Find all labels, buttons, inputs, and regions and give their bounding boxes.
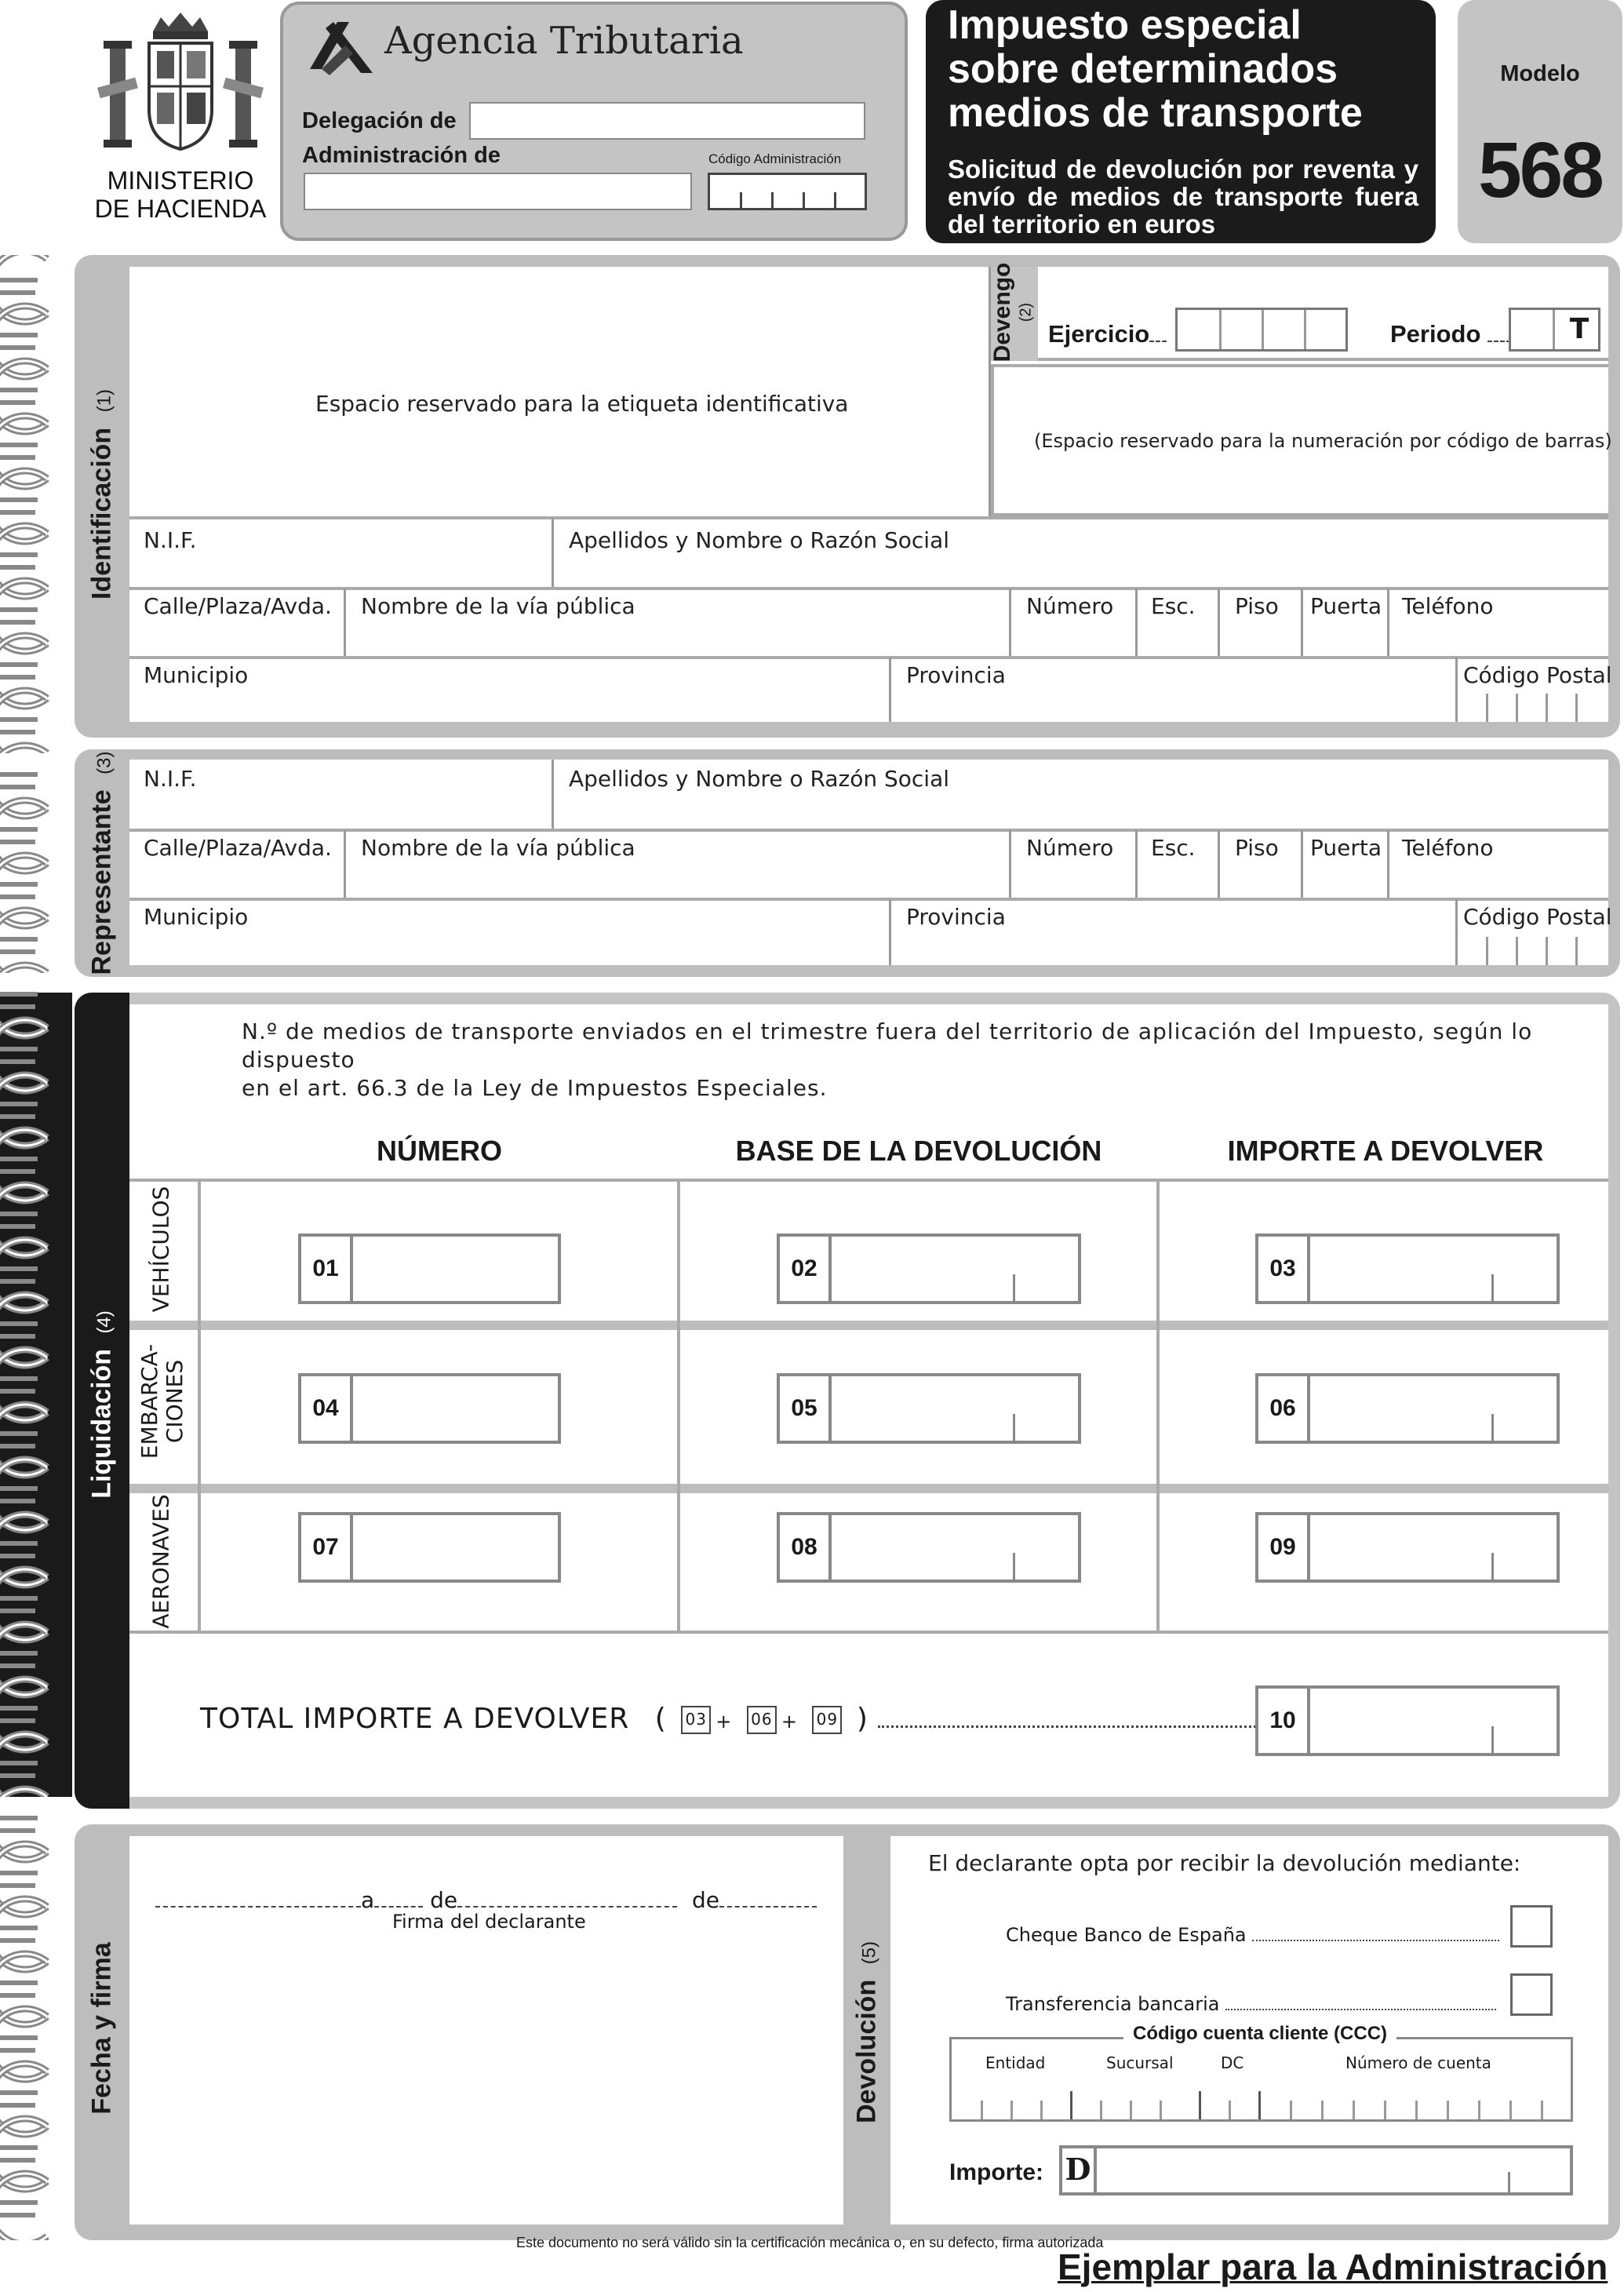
casilla-10-input[interactable]: 10 [1255, 1685, 1560, 1756]
devengo-note: (2) [1017, 302, 1035, 322]
rep-apellidos-input[interactable] [569, 793, 1589, 824]
administracion-label: Administración de [302, 143, 501, 168]
rep-via-input[interactable] [361, 862, 1004, 893]
rep-piso-label: Piso [1235, 835, 1279, 861]
form-title: Impuesto especial sobre determinados medios de transporte [948, 2, 1363, 136]
col-base-header: BASE DE LA DEVOLUCIÓN [735, 1135, 1102, 1167]
id-municipio-input[interactable] [144, 689, 881, 720]
cheque-checkbox[interactable] [1510, 1905, 1553, 1948]
ccc-entidad-label: Entidad [985, 2053, 1046, 2072]
id-esc-label: Esc. [1151, 593, 1196, 619]
rep-telefono-label: Teléfono [1402, 835, 1494, 861]
periodo-label: Periodo [1390, 320, 1511, 348]
id-cp-label: Código Postal [1463, 662, 1612, 688]
id-nif-input[interactable] [144, 553, 552, 585]
id-nombre-via-label: Nombre de la vía pública [361, 593, 635, 619]
euro-watermark-strip [0, 255, 72, 2240]
agencia-logo-icon [306, 14, 381, 81]
cheque-option-label: Cheque Banco de España [1006, 1924, 1499, 1946]
id-municipio-label: Municipio [144, 662, 249, 688]
casilla-06-input[interactable]: 06 [1255, 1373, 1560, 1444]
delegacion-label: Delegación de [302, 108, 457, 133]
ministerio-name: MINISTERIO DE HACIENDA [94, 166, 267, 223]
barcode-text: (Espacio reservado para la numeración por código de barras) [1034, 430, 1612, 452]
id-apellidos-label: Apellidos y Nombre o Razón Social [569, 527, 950, 553]
representante-label: Representante (3) [86, 751, 117, 975]
id-calle-label: Calle/Plaza/Avda. [144, 593, 332, 619]
casilla-05-input[interactable]: 05 [777, 1373, 1081, 1444]
row-vehiculos-label: VEHÍCULOS [147, 1186, 174, 1313]
rep-numero-label: Número [1026, 835, 1114, 861]
ccc-title: Código cuenta cliente (CCC) [1123, 2023, 1396, 2045]
casilla-04-input[interactable]: 04 [298, 1373, 561, 1444]
rep-provincia-label: Provincia [906, 904, 1006, 930]
col-importe-header: IMPORTE A DEVOLVER [1227, 1135, 1544, 1167]
importe-input[interactable]: D [1059, 2145, 1573, 2195]
rep-nif-label: N.I.F. [144, 766, 197, 792]
row-embarcaciones-label: EMBARCA- CIONES [137, 1343, 188, 1459]
administracion-input[interactable] [304, 173, 692, 210]
id-provincia-label: Provincia [906, 662, 1006, 688]
footer-validity-note: Este documento no será válido sin la certificación mecánica o, en su defecto, firma autorizada [516, 2235, 1104, 2250]
importe-label: Importe: [949, 2159, 1043, 2185]
casilla-03-input[interactable]: 03 [1255, 1233, 1560, 1304]
rep-esc-label: Esc. [1151, 835, 1196, 861]
id-numero-label: Número [1026, 593, 1114, 619]
transferencia-checkbox[interactable] [1510, 1973, 1553, 2016]
total-label: TOTAL IMPORTE A DEVOLVER [200, 1703, 630, 1735]
ministerio-logo [94, 8, 267, 157]
id-puerta-label: Puerta [1310, 593, 1382, 619]
casilla-01-input[interactable]: 01 [298, 1233, 561, 1304]
rep-apellidos-label: Apellidos y Nombre o Razón Social [569, 766, 950, 792]
liquidacion-intro: N.º de medios de transporte enviados en el trimestre fuera del territorio de aplicación del Impuesto, según lo dispuesto en el art. 66.3 de la Ley de Impuestos Especiales. [242, 1018, 1533, 1101]
rep-cp-input[interactable] [1458, 934, 1608, 965]
casilla-09-input[interactable]: 09 [1255, 1512, 1560, 1583]
rep-municipio-label: Municipio [144, 904, 249, 930]
rep-cp-label: Código Postal [1463, 904, 1612, 930]
agencia-title: Agencia Tributaria [384, 19, 744, 63]
devolucion-label: Devolución (5) [851, 1940, 882, 2124]
liquidacion-label: Liquidación (4) [86, 1310, 117, 1499]
id-nif-label: N.I.F. [144, 527, 197, 553]
modelo-number: 568 [1478, 126, 1602, 214]
ccc-sucursal-label: Sucursal [1106, 2053, 1174, 2072]
codigo-admin-label: Código Administración [708, 151, 842, 166]
casilla-02-input[interactable]: 02 [777, 1233, 1081, 1304]
casilla-07-input[interactable]: 07 [298, 1512, 561, 1583]
coat-of-arms-icon [94, 8, 267, 157]
codigo-admin-input[interactable] [708, 173, 867, 210]
delegacion-input[interactable] [469, 102, 865, 140]
rep-calle-label: Calle/Plaza/Avda. [144, 835, 332, 861]
id-via-input[interactable] [361, 620, 1004, 651]
transferencia-option-label: Transferencia bancaria [1006, 1993, 1496, 2015]
form-subtitle: Solicitud de devolución por reventa y envío de medios de transporte fuera del territorio en euros [948, 155, 1418, 239]
ccc-digits[interactable] [951, 2091, 1572, 2119]
col-numero-header: NÚMERO [377, 1135, 502, 1167]
footer-ejemplar: Ejemplar para la Administración [1058, 2246, 1608, 2287]
rep-puerta-label: Puerta [1310, 835, 1382, 861]
rep-nif-input[interactable] [144, 793, 552, 824]
fecha-line[interactable]: a de de [155, 1887, 817, 1913]
etiqueta-text: Espacio reservado para la etiqueta identificativa [315, 391, 849, 417]
id-apellidos-input[interactable] [569, 553, 1589, 585]
ccc-dc-label: DC [1221, 2053, 1244, 2072]
ccc-numero-cuenta-label: Número de cuenta [1345, 2053, 1491, 2072]
rep-municipio-input[interactable] [144, 931, 881, 962]
devolucion-opta-text: El declarante opta por recibir la devolución mediante: [928, 1850, 1521, 1876]
rep-nombre-via-label: Nombre de la vía pública [361, 835, 635, 861]
id-telefono-label: Teléfono [1402, 593, 1494, 619]
ejercicio-input[interactable] [1175, 308, 1348, 352]
firma-label: Firma del declarante [392, 1911, 586, 1933]
id-piso-label: Piso [1235, 593, 1279, 619]
total-row: TOTAL IMPORTE A DEVOLVER ( 03 + 06 + 09 ) [200, 1703, 1270, 1735]
periodo-input[interactable]: T [1509, 308, 1600, 352]
ejercicio-label: Ejercicio [1048, 320, 1167, 348]
fecha-firma-label: Fecha y firma [86, 1942, 117, 2115]
modelo-label: Modelo [1500, 61, 1580, 86]
casilla-08-input[interactable]: 08 [777, 1512, 1081, 1583]
row-aeronaves-label: AERONAVES [147, 1494, 174, 1629]
devengo-label: Devengo [989, 262, 1015, 363]
id-cp-input[interactable] [1458, 691, 1608, 722]
identificacion-label: Identificación (1) [86, 389, 117, 599]
